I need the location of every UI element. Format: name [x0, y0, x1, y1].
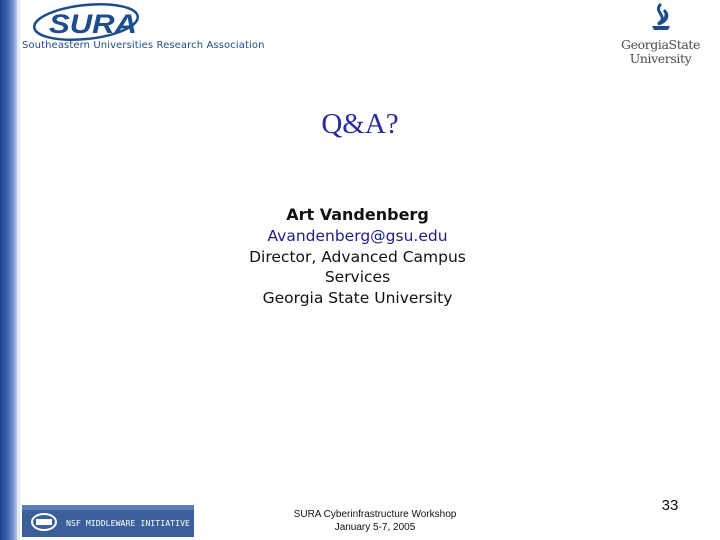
footer-workshop-line1: SURA Cyberinfrastructure Workshop [293, 509, 457, 520]
left-accent-stripe [17, 0, 20, 540]
gsu-name-line1: GeorgiaState [621, 37, 700, 52]
gsu-logo [618, 2, 703, 66]
left-accent-bar [0, 0, 17, 540]
nmi-banner [22, 505, 194, 537]
presenter-name: Art Vandenberg [286, 205, 429, 224]
presenter-role-line2: Services [324, 268, 391, 286]
gsu-name-line2: University [629, 51, 692, 66]
footer-workshop [240, 509, 510, 534]
presenter-email: Avandenberg@gsu.edu [267, 227, 448, 245]
presenter-organization: Georgia State University [262, 288, 453, 307]
nmi-logo [22, 505, 194, 537]
slide-title: Q&A? [321, 108, 399, 140]
gsu-flame-icon [646, 2, 676, 34]
contact-block [195, 204, 520, 308]
sura-logo-text: SURA [49, 9, 137, 39]
page-number: 33 [661, 497, 679, 514]
nmi-banner-text: NSF MIDDLEWARE INITIATIVE [66, 519, 191, 528]
footer-workshop-line2: January 5-7, 2005 [334, 521, 416, 533]
presenter-role-line1: Director, Advanced Campus [249, 247, 466, 266]
sura-tagline: Southeastern Universities Research Association [22, 40, 265, 51]
